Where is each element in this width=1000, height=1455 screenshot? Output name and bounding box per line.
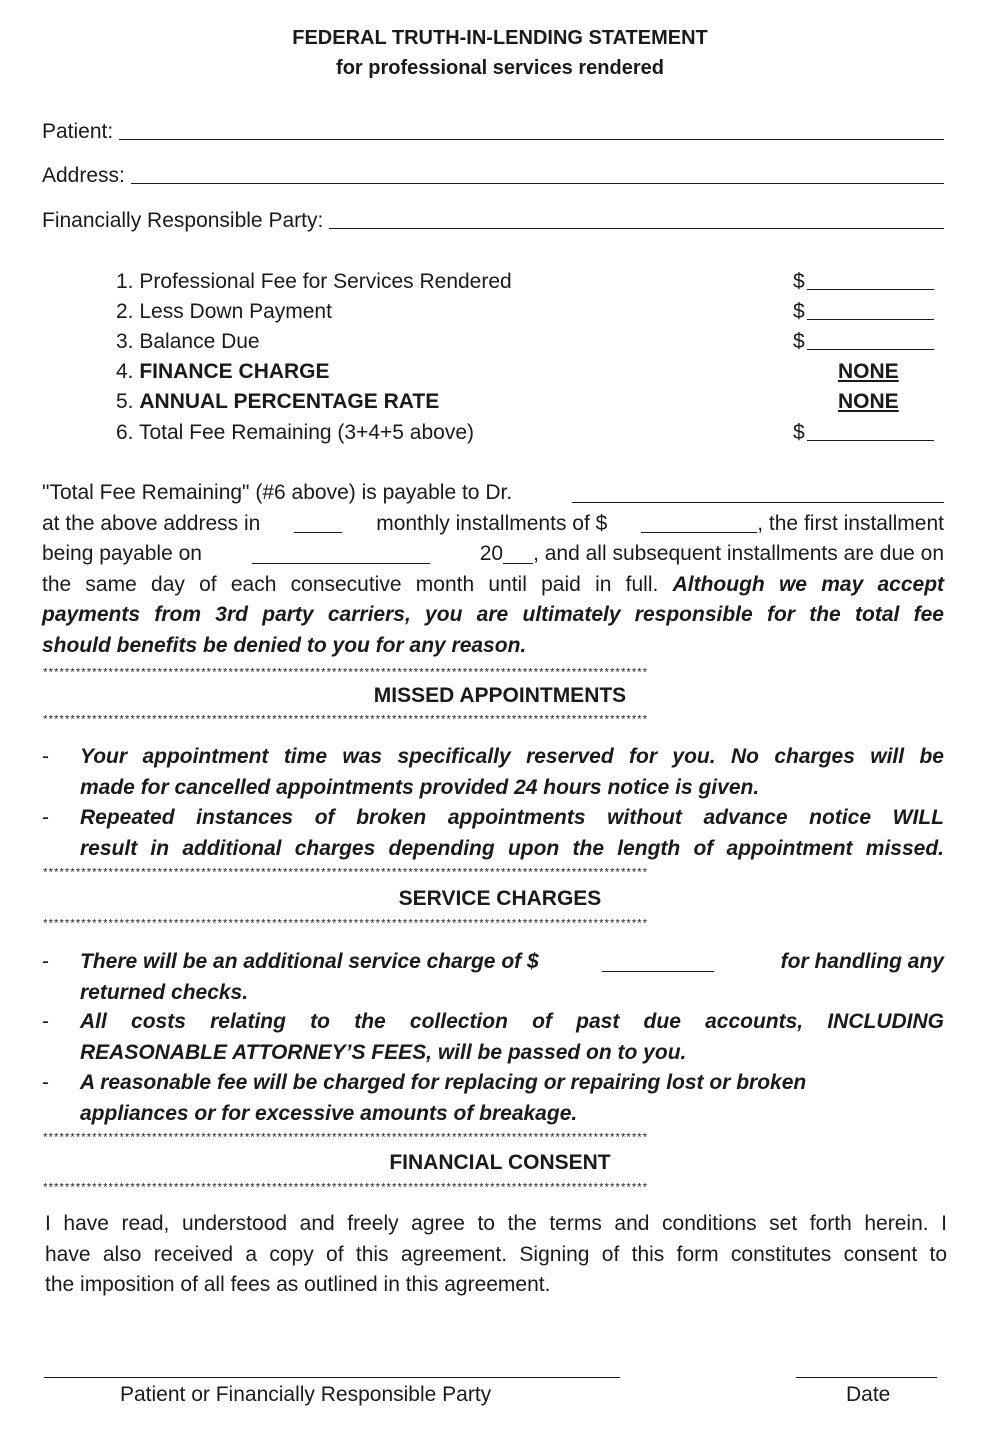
dollar-sign: $ [793, 300, 805, 323]
payment-text-emphasis: Although we may accept [672, 572, 945, 596]
payment-text: , the first installment [757, 511, 944, 535]
payment-text: , and all subsequent installments are due on [533, 542, 944, 565]
payment-line [42, 570, 944, 601]
payment-text: the same day of each consecutive month until paid in full. [42, 572, 659, 596]
fee-item-3-amount[interactable] [793, 330, 934, 354]
payment-line: payments from 3rd party carriers, you are ultimately responsible for the total fee [42, 603, 944, 626]
fee-item-label: Professional Fee for Services Rendered [139, 270, 512, 293]
payment-text: monthly installments of $ [376, 511, 608, 535]
payment-text: at the above address in [42, 511, 261, 535]
installment-amount-blank[interactable] [641, 532, 757, 533]
fee-item-1-amount[interactable] [793, 270, 934, 294]
bullet-text: appliances or for excessive amounts of breakage. [80, 1101, 578, 1125]
installment-count-blank[interactable] [294, 532, 342, 533]
fee-item-number: 3. [116, 330, 134, 353]
payment-line [42, 509, 944, 540]
year-blank[interactable] [503, 563, 533, 564]
doctor-name-blank[interactable] [572, 502, 944, 503]
star-divider: *************************************************************************************************************** [42, 1133, 648, 1145]
star-divider: *************************************************************************************************************** [42, 668, 648, 680]
responsible-party-input-line[interactable] [329, 228, 944, 229]
consent-paragraph [45, 1209, 947, 1301]
amount-input-line[interactable] [807, 440, 934, 441]
fee-item-3 [116, 330, 260, 354]
service-charges-heading: SERVICE CHARGES [398, 887, 602, 910]
fee-item-label: Balance Due [139, 330, 260, 353]
bullet-dash: - [42, 745, 49, 768]
bullet-line [80, 947, 944, 978]
date-line[interactable] [796, 1377, 937, 1378]
fee-item-label: Less Down Payment [139, 300, 332, 323]
star-divider: *************************************************************************************************************** [42, 919, 648, 931]
amount-input-line[interactable] [807, 319, 934, 320]
bullet-dash: - [42, 1071, 49, 1094]
form-subtitle: for professional services rendered [336, 57, 664, 79]
patient-field[interactable] [42, 120, 944, 144]
fee-item-number: 4. [116, 360, 134, 383]
consent-text: the imposition of all fees as outlined in this agreement. [45, 1273, 551, 1296]
year-prefix: 20 [479, 542, 504, 565]
bullet-text: There will be an additional service charge of $ [80, 950, 539, 973]
fee-item-number: 6. [116, 421, 134, 444]
fee-item-label: FINANCE CHARGE [139, 360, 330, 383]
bullet-text: All costs relating to the collection of past due accounts, INCLUDING [80, 1010, 944, 1033]
signature-line[interactable] [44, 1377, 620, 1378]
fee-item-number: 2. [116, 300, 134, 323]
fee-item-5 [116, 390, 439, 414]
bullet-dash: - [42, 806, 49, 829]
address-input-line[interactable] [131, 183, 944, 184]
installment-amount-group [641, 509, 944, 540]
signature-label: Patient or Financially Responsible Party [120, 1383, 492, 1406]
star-divider: *************************************************************************************************************** [42, 868, 648, 880]
form-title: FEDERAL TRUTH-IN-LENDING STATEMENT [292, 27, 708, 49]
star-divider: *************************************************************************************************************** [42, 715, 648, 727]
payment-text: "Total Fee Remaining" (#6 above) is payable to Dr. [42, 481, 513, 504]
payment-line [42, 539, 944, 570]
fee-item-4 [116, 360, 330, 384]
payment-text: being payable on [42, 542, 202, 565]
apr-value: NONE [838, 390, 899, 413]
financial-consent-heading: FINANCIAL CONSENT [389, 1151, 611, 1174]
bullet-text: Repeated instances of broken appointments without advance notice WILL [80, 806, 944, 829]
first-payment-date-blank[interactable] [252, 563, 430, 564]
fee-item-label: Total Fee Remaining (3+4+5 above) [138, 421, 475, 444]
bullet-text: REASONABLE ATTORNEY’S FEES, will be passed on to you. [80, 1040, 687, 1064]
address-label: Address: [42, 164, 125, 187]
patient-label: Patient: [42, 120, 114, 143]
fee-item-6-amount[interactable] [793, 421, 934, 445]
amount-input-line[interactable] [807, 289, 934, 290]
dollar-sign: $ [793, 421, 805, 444]
responsible-party-field[interactable] [42, 209, 944, 233]
bullet-text: returned checks. [80, 980, 249, 1004]
fee-item-label: ANNUAL PERCENTAGE RATE [139, 390, 440, 413]
responsible-party-label: Financially Responsible Party: [42, 209, 324, 232]
bullet-text: A reasonable fee will be charged for replacing or repairing lost or broken [80, 1071, 807, 1094]
finance-charge-value: NONE [838, 360, 899, 383]
bullet-text: made for cancelled appointments provided 24 hours notice is given. [80, 775, 760, 799]
fee-item-6 [116, 421, 474, 445]
fee-item-number: 5. [116, 390, 134, 413]
bullet-dash: - [42, 950, 49, 973]
date-label: Date [846, 1383, 891, 1406]
payment-line [42, 478, 944, 509]
fee-item-2 [116, 300, 332, 324]
year-group [480, 539, 944, 570]
address-field[interactable] [42, 164, 944, 188]
fee-item-2-amount[interactable] [793, 300, 934, 324]
missed-appointments-heading: MISSED APPOINTMENTS [373, 684, 627, 707]
returned-check-fee-blank[interactable] [602, 971, 714, 972]
dollar-sign: $ [793, 270, 805, 293]
patient-input-line[interactable] [119, 139, 944, 140]
bullet-dash: - [42, 1010, 49, 1033]
fee-item-1 [116, 270, 512, 294]
consent-text: have also received a copy of this agreement. Signing of this form constitutes consent to [45, 1242, 947, 1266]
payment-line: should benefits be denied to you for any reason. [42, 633, 527, 657]
star-divider: *************************************************************************************************************** [42, 1183, 648, 1195]
bullet-text: for handling any [780, 950, 944, 973]
dollar-sign: $ [793, 330, 805, 353]
bullet-text: result in additional charges depending upon the length of appointment missed. [80, 836, 944, 860]
payment-terms-paragraph [42, 478, 944, 661]
bullet-text: Your appointment time was specifically reserved for you. No charges will be [80, 745, 944, 768]
consent-text: I have read, understood and freely agree to the terms and conditions set forth herein. I [45, 1212, 947, 1235]
amount-input-line[interactable] [807, 349, 934, 350]
fee-item-number: 1. [116, 270, 134, 293]
